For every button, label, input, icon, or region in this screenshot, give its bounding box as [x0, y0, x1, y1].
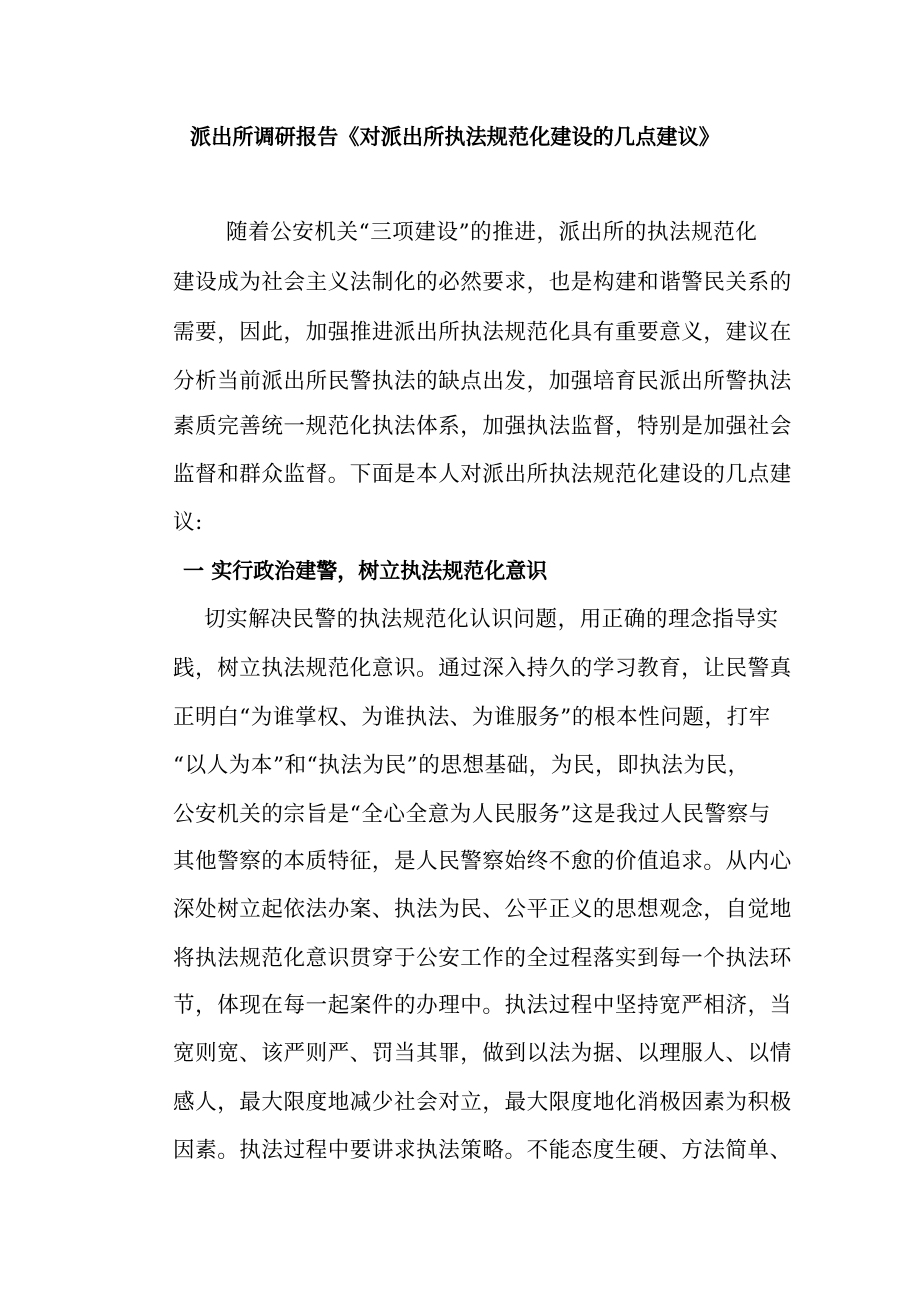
body-line: 正明白“为谁掌权、为谁执法、为谁服务”的根本性问题，打牢: [173, 705, 771, 730]
body-line: 因素。执法过程中要讲求执法策略。不能态度生硬、方法简单、: [173, 1138, 792, 1163]
section-heading: 一 实行政治建警，树立执法规范化意识: [183, 558, 548, 583]
intro-line: 议:: [173, 510, 203, 535]
intro-line: 监督和群众监督。下面是本人对派出所执法规范化建设的几点建: [173, 462, 792, 487]
body-line: 其他警察的本质特征，是人民警察始终不愈的价值追求。从内心: [173, 849, 792, 874]
document-title: 派出所调研报告《对派出所执法规范化建设的几点建议》: [190, 124, 720, 149]
intro-line: 素质完善统一规范化执法体系，加强执法监督，特别是加强社会: [173, 414, 792, 439]
body-line: 践，树立执法规范化意识。通过深入持久的学习教育，让民警真: [173, 656, 792, 681]
body-line: 节，体现在每一起案件的办理中。执法过程中坚持宽严相济，当: [173, 993, 792, 1018]
body-line: 将执法规范化意识贯穿于公安工作的全过程落实到每一个执法环: [173, 946, 792, 971]
intro-line: 建设成为社会主义法制化的必然要求，也是构建和谐警民关系的: [173, 270, 792, 295]
body-line: 感人，最大限度地减少社会对立，最大限度地化消极因素为积极: [173, 1090, 792, 1115]
intro-line: 需要，因此，加强推进派出所执法规范化具有重要意义，建议在: [173, 320, 792, 345]
intro-line: 随着公安机关“三项建设”的推进，派出所的执法规范化: [226, 220, 758, 245]
body-line: 切实解决民警的执法规范化认识问题，用正确的理念指导实: [204, 607, 779, 632]
intro-line: 分析当前派出所民警执法的缺点出发，加强培育民派出所警执法: [173, 369, 792, 394]
body-line: 公安机关的宗旨是“全心全意为人民服务”这是我过人民警察与: [173, 802, 771, 827]
body-line: 宽则宽、该严则严、罚当其罪，做到以法为据、以理服人、以情: [173, 1041, 792, 1066]
body-line: 深处树立起依法办案、执法为民、公平正义的思想观念，自觉地: [173, 897, 792, 922]
body-line: “以人为本”和“执法为民”的思想基础，为民，即执法为民，: [173, 753, 750, 778]
